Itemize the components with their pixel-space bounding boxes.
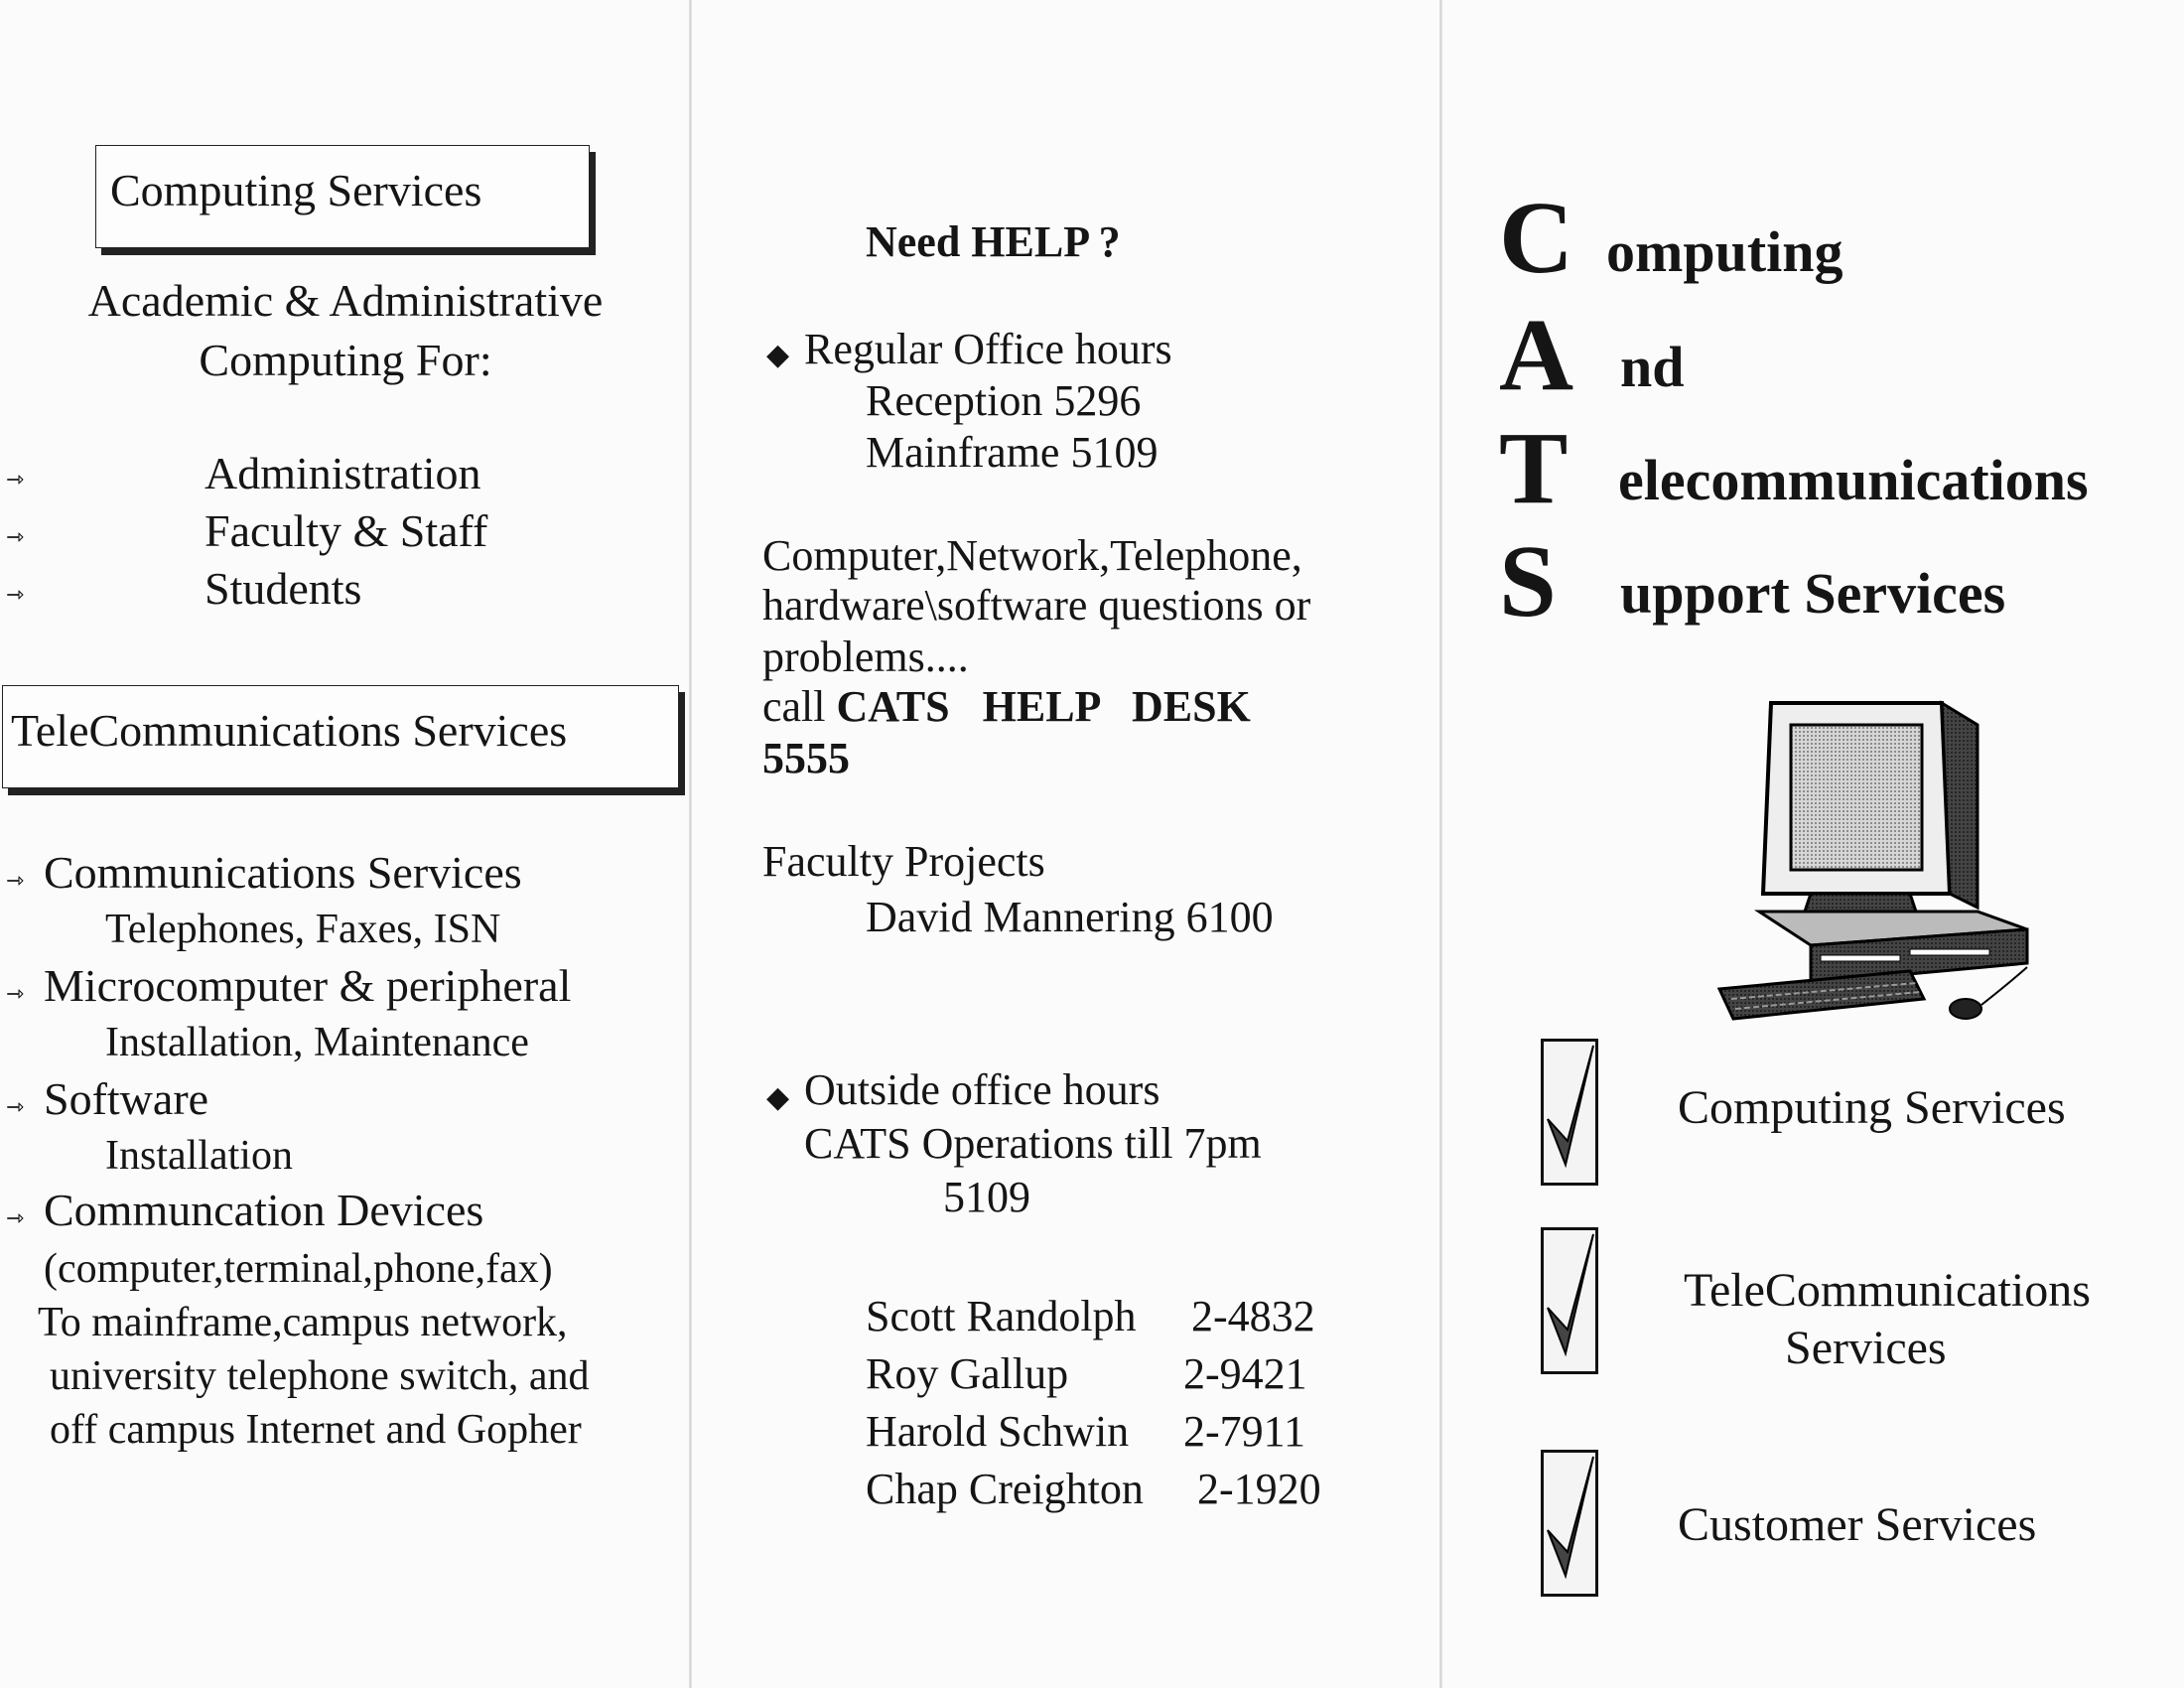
acronym-word: nd — [1620, 335, 1685, 399]
panel-cover — [1441, 0, 2184, 1688]
service-detail: Installation, Maintenance — [105, 1020, 529, 1065]
acronym-word: omputing — [1606, 219, 1843, 284]
devices-line: To mainframe,campus network, — [38, 1300, 568, 1345]
checkmark-icon — [1544, 1230, 1595, 1371]
regular-hours-label: Regular Office hours — [804, 325, 1172, 373]
devices-line: university telephone switch, and — [50, 1353, 590, 1399]
checkmark-icon — [1544, 1042, 1595, 1183]
faculty-contact: David Mannering 6100 — [866, 893, 1274, 941]
panel-help — [691, 0, 1441, 1688]
contact-phone: 2-4832 — [1191, 1292, 1315, 1340]
bullet-icon: ⇾ — [6, 1094, 25, 1119]
telecom-services-box — [2, 685, 679, 788]
audience-item: Administration — [205, 448, 481, 498]
call-line — [762, 681, 1251, 732]
faculty-projects-label: Faculty Projects — [762, 837, 1045, 886]
computer-icon — [1711, 695, 2089, 1033]
acronym-letter: C — [1499, 181, 1574, 295]
contact-phone: 2-1920 — [1197, 1465, 1321, 1513]
service-title: Software — [44, 1073, 209, 1124]
checklist-label: Services — [1785, 1322, 1947, 1374]
contact-name: Roy Gallup — [866, 1349, 1069, 1398]
contact-name: Scott Randolph — [866, 1292, 1137, 1340]
checklist-label: TeleCommunications — [1684, 1264, 2091, 1317]
acronym-letter: T — [1499, 411, 1569, 525]
questions-line: hardware\software questions or — [762, 581, 1311, 630]
checkbox-checked — [1541, 1450, 1598, 1597]
bullet-icon: ⇾ — [6, 981, 25, 1006]
service-detail: (computer,terminal,phone,fax) — [44, 1246, 553, 1292]
service-detail: Telephones, Faxes, ISN — [105, 907, 501, 952]
intro-line: Academic & Administrative — [87, 275, 604, 326]
diamond-bullet-icon: ◆ — [766, 339, 790, 371]
bullet-icon: ⇾ — [6, 467, 25, 492]
contact-phone: 2-9421 — [1183, 1349, 1307, 1398]
service-title: Communcation Devices — [44, 1185, 484, 1235]
outside-hours-label: Outside office hours — [804, 1065, 1160, 1114]
checkbox-checked — [1541, 1039, 1598, 1186]
checklist-label: Customer Services — [1678, 1498, 2037, 1551]
questions-line: Computer,Network,Telephone, — [762, 531, 1302, 580]
acronym-letter: S — [1499, 524, 1557, 638]
checkmark-icon — [1544, 1453, 1595, 1594]
computing-services-box — [95, 145, 590, 248]
audience-item: Faculty & Staff — [205, 505, 488, 556]
acronym-word: elecommunications — [1618, 448, 2089, 512]
mainframe-line: Mainframe 5109 — [866, 428, 1159, 477]
bullet-icon: ⇾ — [6, 582, 25, 607]
need-help-heading: Need HELP ? — [866, 217, 1121, 266]
service-title: Microcomputer & peripheral — [44, 960, 572, 1011]
panel-services-overview — [0, 0, 691, 1688]
bullet-icon: ⇾ — [6, 524, 25, 549]
service-detail: Installation — [105, 1133, 293, 1179]
bullet-icon: ⇾ — [6, 868, 25, 893]
contact-phone: 2-7911 — [1183, 1407, 1306, 1456]
service-title: Communications Services — [44, 847, 522, 898]
acronym-letter: A — [1499, 298, 1574, 412]
operations-number: 5109 — [943, 1173, 1030, 1221]
bullet-icon: ⇾ — [6, 1205, 25, 1230]
questions-line: problems.... — [762, 633, 969, 681]
devices-line: off campus Internet and Gopher — [50, 1407, 582, 1453]
diamond-bullet-icon: ◆ — [766, 1081, 790, 1114]
computing-services-heading: Computing Services — [110, 165, 482, 215]
intro-line: Computing For: — [199, 335, 492, 385]
call-prefix: call — [762, 682, 826, 731]
audience-item: Students — [205, 563, 362, 614]
operations-line: CATS Operations till 7pm — [804, 1119, 1262, 1168]
reception-line: Reception 5296 — [866, 376, 1142, 425]
telecom-services-heading: TeleCommunications Services — [11, 705, 568, 756]
checkbox-checked — [1541, 1227, 1598, 1374]
contact-name: Chap Creighton — [866, 1465, 1144, 1513]
contact-name: Harold Schwin — [866, 1407, 1130, 1456]
help-desk-name: CATS HELP DESK — [836, 682, 1251, 731]
acronym-word: upport Services — [1620, 561, 2006, 626]
checklist-label: Computing Services — [1678, 1081, 2066, 1134]
help-desk-number: 5555 — [762, 734, 850, 782]
